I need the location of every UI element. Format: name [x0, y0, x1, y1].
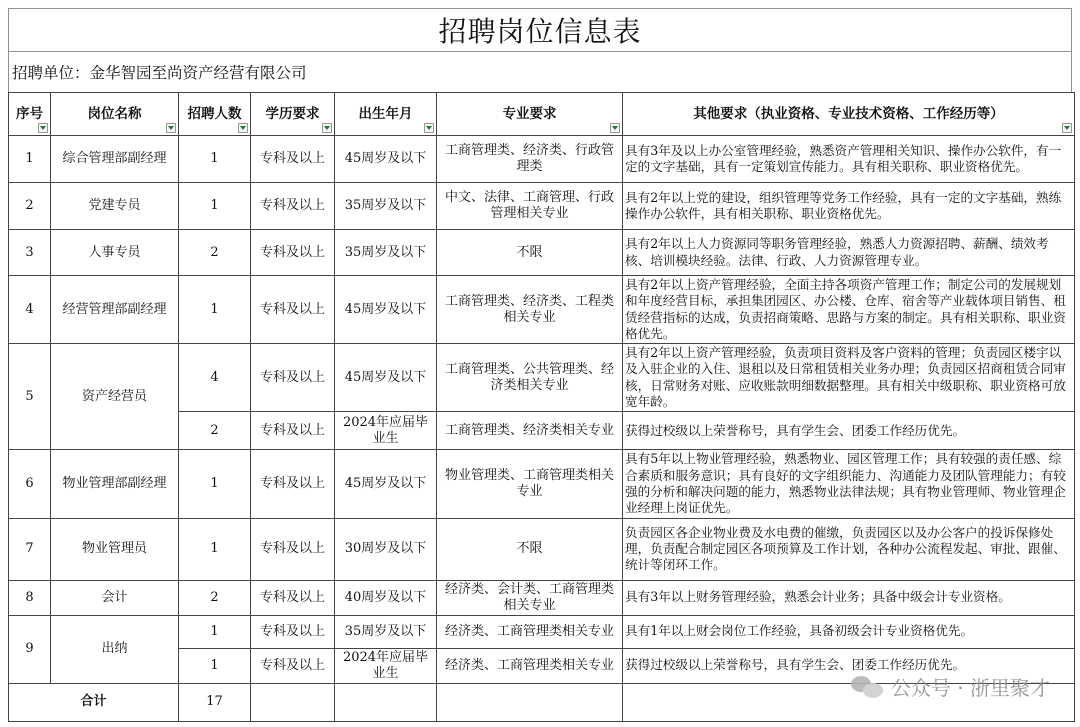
filter-dropdown-icon[interactable] [1062, 123, 1072, 133]
table-row [9, 230, 1075, 276]
cell-count: 2 [179, 580, 251, 615]
header-other: 其他要求（执业资格、专业技术资格、工作经历等） [623, 93, 1075, 136]
cell-education: 专科及以上 [251, 580, 335, 615]
cell-no: 2 [9, 183, 51, 230]
cell-major: 物业管理类、工商管理类相关专业 [437, 450, 623, 518]
empty-cell [335, 683, 437, 721]
cell-position: 物业管理员 [51, 518, 179, 580]
header-row [9, 93, 1075, 136]
cell-count: 1 [179, 183, 251, 230]
filter-dropdown-icon[interactable] [424, 123, 434, 133]
cell-other: 获得过校级以上荣誉称号，具有学生会、团委工作经历优先。 [623, 412, 1075, 450]
empty-cell [251, 683, 335, 721]
recruitment-table [8, 92, 1075, 722]
cell-major: 经济类、工商管理类相关专业 [437, 615, 623, 648]
cell-education: 专科及以上 [251, 450, 335, 518]
cell-no: 9 [9, 615, 51, 683]
cell-count: 4 [179, 344, 251, 412]
cell-major: 工商管理类、经济类、工程类相关专业 [437, 276, 623, 344]
cell-birth: 35周岁及以下 [335, 615, 437, 648]
watermark-text: 公众号 · 浙里聚才 [890, 676, 1050, 700]
cell-other: 具有1年以上财会岗位工作经验，具备初级会计专业资格优先。 [623, 615, 1075, 648]
table-row [9, 450, 1075, 518]
cell-birth: 45周岁及以下 [335, 276, 437, 344]
cell-no: 8 [9, 580, 51, 615]
cell-count: 1 [179, 615, 251, 648]
cell-major: 工商管理类、经济类、行政管理类 [437, 136, 623, 183]
wechat-icon [851, 674, 885, 700]
cell-major: 不限 [437, 230, 623, 276]
table-row [9, 580, 1075, 615]
cell-education: 专科及以上 [251, 344, 335, 412]
cell-birth: 35周岁及以下 [335, 183, 437, 230]
cell-no: 7 [9, 518, 51, 580]
total-count: 17 [179, 683, 251, 721]
filter-dropdown-icon[interactable] [166, 123, 176, 133]
spreadsheet [8, 8, 1072, 722]
recruiting-unit: 招聘单位：金华智园至尚资产经营有限公司 [8, 51, 1072, 92]
filter-dropdown-icon[interactable] [38, 123, 48, 133]
cell-count: 1 [179, 136, 251, 183]
cell-major: 经济类、会计类、工商管理类相关专业 [437, 580, 623, 615]
watermark [851, 672, 1050, 701]
header-position: 岗位名称 [51, 93, 179, 136]
cell-other: 具有2年以上资产管理经验，全面主持各项资产管理工作；制定公司的发展规划和年度经营目标，承担集团园区、办公楼、仓库、宿舍等产业载体项目销售、租赁经营指标的达成，负责招商策略、思路与方案的制定。具有相关职称、职业资格优先。 [623, 276, 1075, 344]
cell-education: 专科及以上 [251, 518, 335, 580]
table-row [9, 615, 1075, 648]
header-no: 序号 [9, 93, 51, 136]
cell-birth: 2024年应届毕业生 [335, 412, 437, 450]
table-row [9, 518, 1075, 580]
empty-cell [437, 683, 623, 721]
cell-position: 资产经营员 [51, 344, 179, 450]
cell-birth: 2024年应届毕业生 [335, 648, 437, 683]
header-birth: 出生年月 [335, 93, 437, 136]
table-row [9, 276, 1075, 344]
cell-other: 获得过校级以上荣誉称号，具有学生会、团委工作经历优先。 [623, 648, 1075, 683]
filter-dropdown-icon[interactable] [322, 123, 332, 133]
cell-other: 具有2年以上资产管理经验，负责项目资料及客户资料的管理；负责园区楼宇以及入驻企业的入住、退租以及日常租赁相关业务办理；负责园区招商租赁合同审核，日常财务对账、应收账款明细数据整理。具有相关中级职称、职业资格可放宽年龄。 [623, 344, 1075, 412]
cell-education: 专科及以上 [251, 183, 335, 230]
total-label: 合计 [9, 683, 179, 721]
cell-birth: 40周岁及以下 [335, 580, 437, 615]
cell-no: 4 [9, 276, 51, 344]
table-row [9, 183, 1075, 230]
cell-position: 会计 [51, 580, 179, 615]
cell-no: 6 [9, 450, 51, 518]
header-count: 招聘人数 [179, 93, 251, 136]
cell-birth: 45周岁及以下 [335, 344, 437, 412]
cell-major: 工商管理类、经济类相关专业 [437, 412, 623, 450]
filter-dropdown-icon[interactable] [238, 123, 248, 133]
cell-education: 专科及以上 [251, 615, 335, 648]
cell-position: 经营管理部副经理 [51, 276, 179, 344]
cell-education: 专科及以上 [251, 276, 335, 344]
cell-birth: 45周岁及以下 [335, 136, 437, 183]
cell-count: 1 [179, 450, 251, 518]
cell-position: 物业管理部副经理 [51, 450, 179, 518]
cell-education: 专科及以上 [251, 230, 335, 276]
cell-other: 具有5年以上物业管理经验，熟悉物业、园区管理工作；具有较强的责任感、综合素质和服务意识；具有良好的文字组织能力、沟通能力及团队管理能力；有较强的分析和解决问题的能力，熟悉物业法律法规；具有物业管理师、物业管理企业经理上岗证优先。 [623, 450, 1075, 518]
cell-birth: 30周岁及以下 [335, 518, 437, 580]
cell-count: 1 [179, 648, 251, 683]
header-education: 学历要求 [251, 93, 335, 136]
cell-birth: 35周岁及以下 [335, 230, 437, 276]
cell-other: 具有2年以上人力资源同等职务管理经验，熟悉人力资源招聘、薪酬、绩效考核、培训模块经验。法律、行政、人力资源管理专业。 [623, 230, 1075, 276]
cell-other: 具有2年以上党的建设，组织管理等党务工作经验，具有一定的文字基础，熟练操作办公软件，具有相关职称、职业资格优先。 [623, 183, 1075, 230]
cell-education: 专科及以上 [251, 648, 335, 683]
table-row [9, 344, 1075, 412]
cell-other: 具有3年及以上办公室管理经验，熟悉资产管理相关知识、操作办公软件，有一定的文字基础，具有一定策划宣传能力。具有相关职称、职业资格优先。 [623, 136, 1075, 183]
cell-position: 人事专员 [51, 230, 179, 276]
table-row [9, 136, 1075, 183]
cell-education: 专科及以上 [251, 412, 335, 450]
cell-no: 5 [9, 344, 51, 450]
cell-major: 工商管理类、公共管理类、经济类相关专业 [437, 344, 623, 412]
cell-count: 1 [179, 518, 251, 580]
header-major: 专业要求 [437, 93, 623, 136]
cell-no: 1 [9, 136, 51, 183]
cell-count: 2 [179, 412, 251, 450]
cell-no: 3 [9, 230, 51, 276]
cell-major: 经济类、工商管理类相关专业 [437, 648, 623, 683]
cell-position: 出纳 [51, 615, 179, 683]
cell-major: 不限 [437, 518, 623, 580]
cell-count: 2 [179, 230, 251, 276]
cell-position: 综合管理部副经理 [51, 136, 179, 183]
cell-position: 党建专员 [51, 183, 179, 230]
cell-education: 专科及以上 [251, 136, 335, 183]
filter-dropdown-icon[interactable] [610, 123, 620, 133]
cell-count: 1 [179, 276, 251, 344]
cell-major: 中文、法律、工商管理、行政管理相关专业 [437, 183, 623, 230]
cell-other: 具有3年以上财务管理经验，熟悉会计业务；具备中级会计专业资格。 [623, 580, 1075, 615]
cell-birth: 45周岁及以下 [335, 450, 437, 518]
page-title: 招聘岗位信息表 [8, 8, 1072, 51]
cell-other: 负责园区各企业物业费及水电费的催缴，负责园区以及办公客户的投诉保修处理，负责配合制定园区各项预算及工作计划，各种办公流程发起、审批、跟催、统计等闭环工作。 [623, 518, 1075, 580]
